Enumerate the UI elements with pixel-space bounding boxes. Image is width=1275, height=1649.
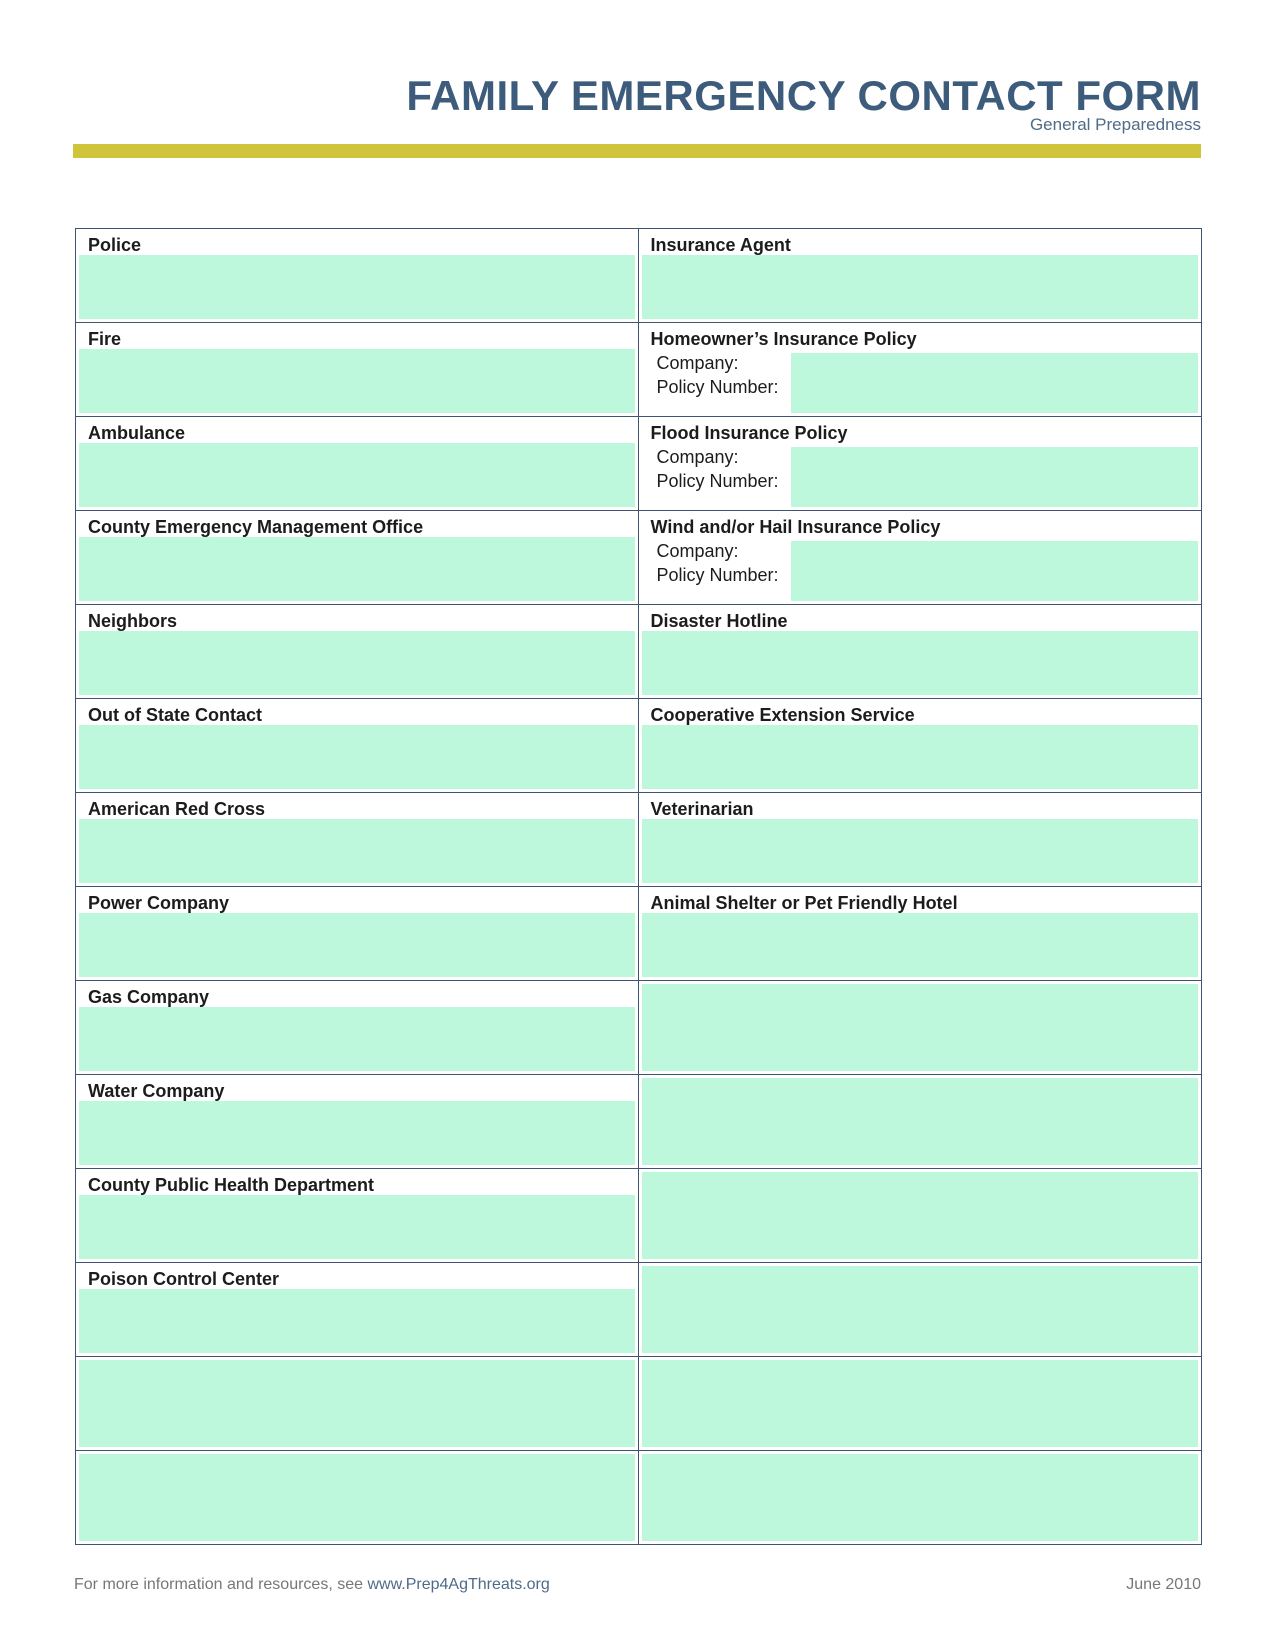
field-label: Flood Insurance Policy xyxy=(650,423,848,443)
cell-blank-right-10 xyxy=(639,1075,1202,1168)
form-row xyxy=(76,1169,1201,1263)
blank-left-14-input[interactable] xyxy=(79,1454,635,1541)
field-label: Homeowner’s Insurance Policy xyxy=(650,329,917,349)
cell-power-company xyxy=(76,887,639,980)
cell-blank-right-13 xyxy=(639,1357,1202,1450)
blank-right-10-input[interactable] xyxy=(642,1078,1199,1165)
cell-poison-control-center xyxy=(76,1263,639,1356)
form-row xyxy=(76,511,1201,605)
field-label: Ambulance xyxy=(88,423,186,443)
homeowners-insurance-policy-input[interactable] xyxy=(791,353,1199,413)
form-row xyxy=(76,793,1201,887)
footer-info-text: For more information and resources, see xyxy=(74,1576,368,1593)
form-row xyxy=(76,699,1201,793)
footer-date: June 2010 xyxy=(1126,1576,1201,1593)
cell-animal-shelter-or-pet-friendly-hotel xyxy=(639,887,1202,980)
fire-input[interactable] xyxy=(79,349,635,413)
blank-right-11-input[interactable] xyxy=(642,1172,1199,1259)
field-label: Police xyxy=(88,235,142,255)
page-subtitle: General Preparedness xyxy=(1029,115,1201,134)
accent-divider xyxy=(73,144,1201,158)
cell-cooperative-extension-service xyxy=(639,699,1202,792)
cell-county-emergency-management-office xyxy=(76,511,639,604)
policy-number-label: Policy Number: xyxy=(656,471,779,491)
blank-right-9-input[interactable] xyxy=(642,984,1199,1071)
company-label: Company: xyxy=(656,447,739,467)
field-label: Neighbors xyxy=(88,611,178,631)
cell-neighbors xyxy=(76,605,639,698)
form-row xyxy=(76,1357,1201,1451)
field-label: Veterinarian xyxy=(650,799,754,819)
cell-ambulance xyxy=(76,417,639,510)
form-row xyxy=(76,887,1201,981)
policy-number-label: Policy Number: xyxy=(656,565,779,585)
cell-blank-right-11 xyxy=(639,1169,1202,1262)
veterinarian-input[interactable] xyxy=(642,819,1199,883)
form-row xyxy=(76,605,1201,699)
form-row xyxy=(76,323,1201,417)
field-label: Cooperative Extension Service xyxy=(650,705,915,725)
cell-water-company xyxy=(76,1075,639,1168)
cell-blank-right-9 xyxy=(639,981,1202,1074)
field-label: Gas Company xyxy=(88,987,210,1007)
cell-veterinarian xyxy=(639,793,1202,886)
cell-disaster-hotline xyxy=(639,605,1202,698)
cell-blank-left-13 xyxy=(76,1357,639,1450)
animal-shelter-or-pet-friendly-hotel-input[interactable] xyxy=(642,913,1199,977)
footer-info xyxy=(74,1576,550,1594)
blank-right-12-input[interactable] xyxy=(642,1266,1199,1353)
disaster-hotline-input[interactable] xyxy=(642,631,1199,695)
blank-right-13-input[interactable] xyxy=(642,1360,1199,1447)
form-row xyxy=(76,417,1201,511)
field-label: Insurance Agent xyxy=(650,235,791,255)
cooperative-extension-service-input[interactable] xyxy=(642,725,1199,789)
field-label: Disaster Hotline xyxy=(650,611,788,631)
cell-american-red-cross xyxy=(76,793,639,886)
water-company-input[interactable] xyxy=(79,1101,635,1165)
county-emergency-management-office-input[interactable] xyxy=(79,537,635,601)
ambulance-input[interactable] xyxy=(79,443,635,507)
wind-and-or-hail-insurance-policy-input[interactable] xyxy=(791,541,1199,601)
cell-county-public-health-department xyxy=(76,1169,639,1262)
police-input[interactable] xyxy=(79,255,635,319)
flood-insurance-policy-input[interactable] xyxy=(791,447,1199,507)
cell-wind-and-or-hail-insurance-policy xyxy=(639,511,1202,604)
poison-control-center-input[interactable] xyxy=(79,1289,635,1353)
company-label: Company: xyxy=(656,353,739,373)
field-label: County Emergency Management Office xyxy=(88,517,424,537)
gas-company-input[interactable] xyxy=(79,1007,635,1071)
county-public-health-department-input[interactable] xyxy=(79,1195,635,1259)
form-row xyxy=(76,981,1201,1075)
page-title: FAMILY EMERGENCY CONTACT FORM xyxy=(406,72,1201,119)
field-label: Power Company xyxy=(88,893,230,913)
field-label: Fire xyxy=(88,329,122,349)
form-header xyxy=(406,74,1201,134)
field-label: Animal Shelter or Pet Friendly Hotel xyxy=(650,893,958,913)
power-company-input[interactable] xyxy=(79,913,635,977)
cell-fire xyxy=(76,323,639,416)
field-label: Out of State Contact xyxy=(88,705,262,725)
cell-out-of-state-contact xyxy=(76,699,639,792)
footer-website-link[interactable]: www.Prep4AgThreats.org xyxy=(367,1576,550,1593)
cell-flood-insurance-policy xyxy=(639,417,1202,510)
form-row xyxy=(76,229,1201,323)
cell-gas-company xyxy=(76,981,639,1074)
field-label: American Red Cross xyxy=(88,799,266,819)
cell-blank-right-12 xyxy=(639,1263,1202,1356)
field-label: County Public Health Department xyxy=(88,1175,375,1195)
contact-form-table xyxy=(75,228,1202,1545)
cell-blank-right-14 xyxy=(639,1451,1202,1544)
american-red-cross-input[interactable] xyxy=(79,819,635,883)
cell-police xyxy=(76,229,639,322)
field-label: Poison Control Center xyxy=(88,1269,280,1289)
insurance-agent-input[interactable] xyxy=(642,255,1199,319)
out-of-state-contact-input[interactable] xyxy=(79,725,635,789)
field-label: Water Company xyxy=(88,1081,225,1101)
cell-blank-left-14 xyxy=(76,1451,639,1544)
form-row xyxy=(76,1075,1201,1169)
form-row xyxy=(76,1263,1201,1357)
blank-left-13-input[interactable] xyxy=(79,1360,635,1447)
field-label: Wind and/or Hail Insurance Policy xyxy=(650,517,941,537)
neighbors-input[interactable] xyxy=(79,631,635,695)
company-label: Company: xyxy=(656,541,739,561)
cell-homeowners-insurance-policy xyxy=(639,323,1202,416)
form-row xyxy=(76,1451,1201,1544)
policy-number-label: Policy Number: xyxy=(656,377,779,397)
cell-insurance-agent xyxy=(639,229,1202,322)
blank-right-14-input[interactable] xyxy=(642,1454,1199,1541)
